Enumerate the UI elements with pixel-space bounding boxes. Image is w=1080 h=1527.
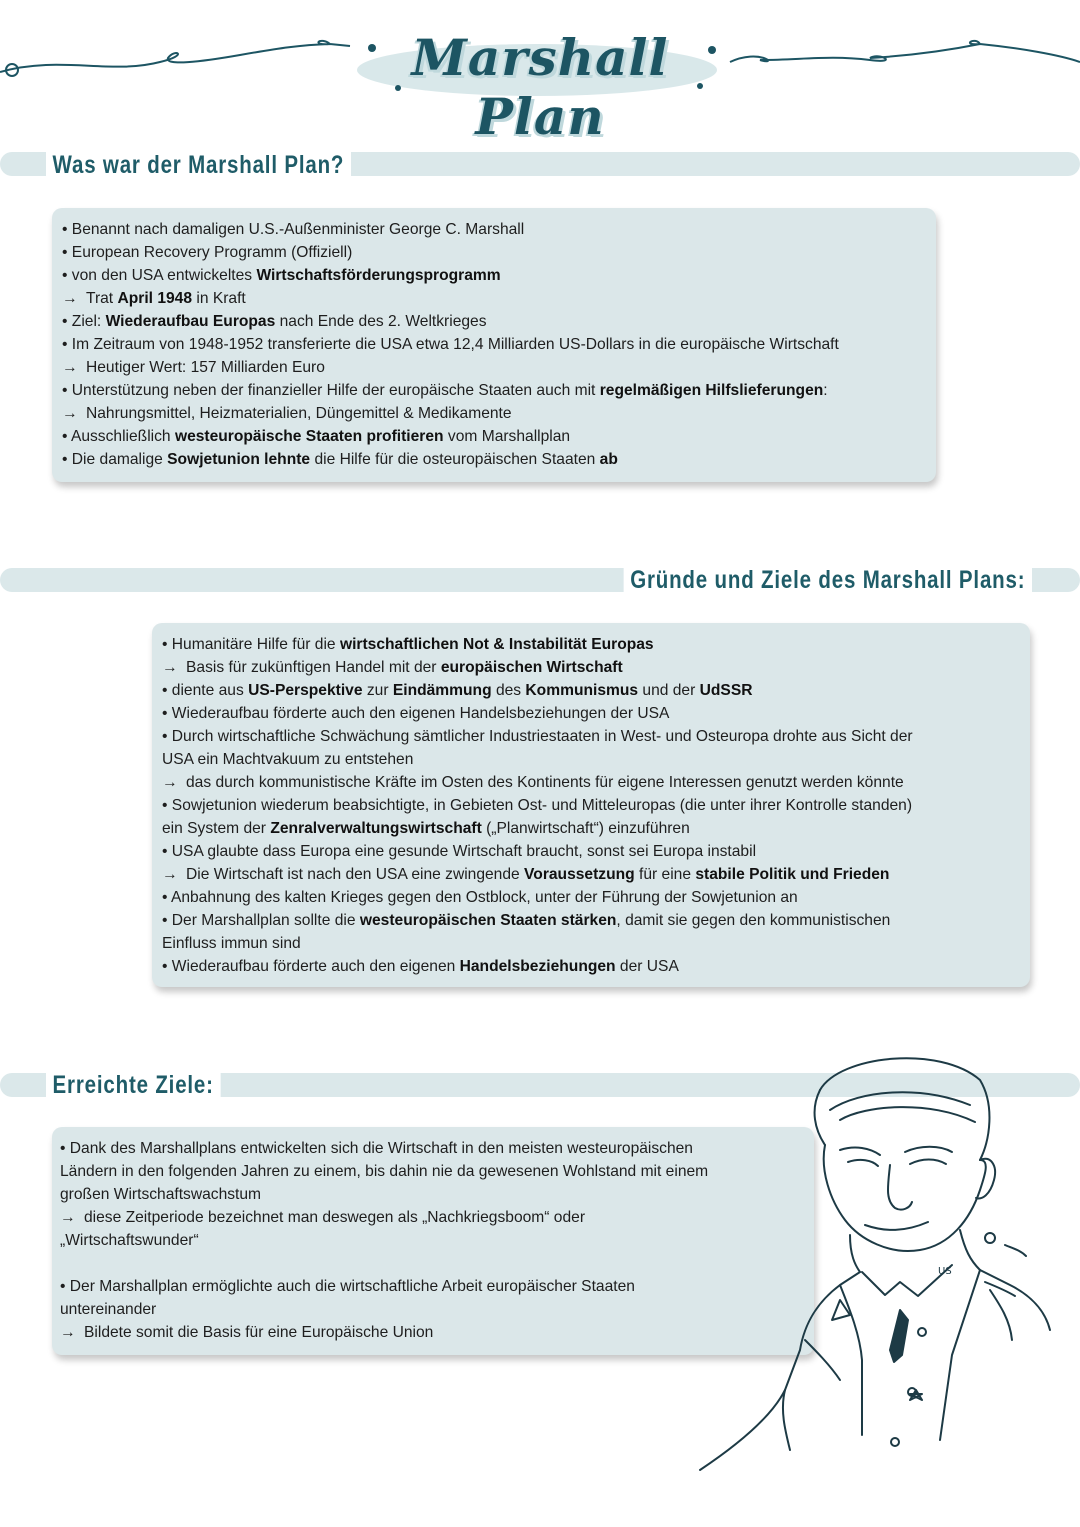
bullet-line: • Der Marshallplan sollte die westeuropäischen Staaten stärken, damit sie gegen den kommunistischen <box>162 912 891 929</box>
title-banner <box>0 0 1080 146</box>
arrow-right-icon: → <box>60 1324 76 1341</box>
bullet-line: USA ein Machtvakuum zu entstehen <box>162 751 414 768</box>
bullet-line: • Anbahnung des kalten Krieges gegen den Ostblock, unter der Führung der Sowjetunion an <box>162 889 798 906</box>
bullet-icon: • <box>62 267 72 284</box>
bullet-line: • Wiederaufbau förderte auch den eigenen Handelsbeziehungen der USA <box>162 958 679 975</box>
bullet-icon: • <box>162 636 172 653</box>
bullet-icon: • <box>62 336 72 353</box>
bullet-icon: • <box>162 958 172 975</box>
bullet-line: • Die damalige Sowjetunion lehnte die Hilfe für die osteuropäischen Staaten ab <box>62 451 618 468</box>
bullet-line: → Bildete somit die Basis für eine Europäische Union <box>60 1321 814 1344</box>
bullet-line: → Trat April 1948 in Kraft <box>62 287 936 310</box>
arrow-right-icon: → <box>60 1209 76 1226</box>
section-heading-achieved: Erreichte Ziele: <box>46 1070 220 1100</box>
bullet-icon: • <box>62 313 72 330</box>
bullet-line: • von den USA entwickeltes Wirtschaftsförderungsprogramm <box>62 267 501 284</box>
arrow-right-icon: → <box>162 774 178 791</box>
bullet-line: → diese Zeitperiode bezeichnet man deswegen als „Nachkriegsboom“ oder <box>60 1206 814 1229</box>
bullet-icon: • <box>60 1140 70 1157</box>
arrow-right-icon: → <box>62 405 78 422</box>
bullet-icon: • <box>62 221 72 238</box>
bullet-icon: • <box>162 705 172 722</box>
arrow-right-icon: → <box>62 359 78 376</box>
bullet-line: ein System der Zenralverwaltungswirtschaft („Planwirtschaft“) einzuführen <box>162 820 690 837</box>
bullet-icon: • <box>62 451 72 468</box>
bullet-icon: • <box>162 682 172 699</box>
bullet-line: Einfluss immun sind <box>162 935 301 952</box>
bullet-icon: • <box>162 843 172 860</box>
page-title: Marshall Plan <box>411 28 669 146</box>
bullet-line: → das durch kommunistische Kräfte im Osten des Kontinents für eigene Interessen genutzt werden könnte <box>162 771 1030 794</box>
bullet-line: • Humanitäre Hilfe für die wirtschaftlichen Not & Instabilität Europas <box>162 636 654 653</box>
bullet-icon: • <box>62 382 72 399</box>
bullet-line: • Ausschließlich westeuropäische Staaten profitieren vom Marshallplan <box>62 428 571 445</box>
bullet-line: → Die Wirtschaft ist nach den USA eine zwingende Voraussetzung für eine stabile Politik und Frieden <box>162 863 1030 886</box>
bullet-line: • European Recovery Programm (Offiziell) <box>62 244 353 261</box>
section-heading-what: Was war der Marshall Plan? <box>46 150 351 180</box>
bullet-icon: • <box>62 428 71 445</box>
bullet-line: → Heutiger Wert: 157 Milliarden Euro <box>62 356 936 379</box>
bullet-line: Ländern in den folgenden Jahren zu einem, bis dahin nie da gewesenen Wohlstand mit einem <box>60 1163 709 1180</box>
arrow-right-icon: → <box>162 866 178 883</box>
bullet-line: • Im Zeitraum von 1948-1952 transferierte die USA etwa 12,4 Milliarden US-Dollars in die europäische Wirtschaft <box>62 336 839 353</box>
arrow-right-icon: → <box>162 659 178 676</box>
portrait-illustration <box>690 1050 1060 1475</box>
insignia-label: US <box>938 1266 952 1277</box>
section-heading-reasons: Gründe und Ziele des Marshall Plans: <box>624 565 1032 595</box>
bullet-line: „Wirtschaftswunder“ <box>60 1232 199 1249</box>
bullet-line: • USA glaubte dass Europa eine gesunde Wirtschaft braucht, sonst sei Europa instabil <box>162 843 757 860</box>
bullet-icon: • <box>60 1278 70 1295</box>
bullet-line: • Dank des Marshallplans entwickelten sich die Wirtschaft in den meisten westeuropäischen <box>60 1140 693 1157</box>
bullet-line: großen Wirtschaftswachstum <box>60 1186 262 1203</box>
bullet-line: untereinander <box>60 1301 157 1318</box>
bullet-icon: • <box>162 797 172 814</box>
bullet-line: • diente aus US-Perspektive zur Eindämmung des Kommunismus und der UdSSR <box>162 682 753 699</box>
bullet-line: • Sowjetunion wiederum beabsichtigte, in Gebieten Ost- und Mitteleuropas (die unter ihrer Kontrolle standen) <box>162 797 913 814</box>
bullet-line: • Ziel: Wiederaufbau Europas nach Ende des 2. Weltkrieges <box>62 313 487 330</box>
bullet-line: • Benannt nach damaligen U.S.-Außenminister George C. Marshall <box>62 221 525 238</box>
info-box-what <box>52 208 936 482</box>
bullet-line: → Nahrungsmittel, Heizmaterialien, Düngemittel & Medikamente <box>62 402 936 425</box>
bullet-icon: • <box>62 244 72 261</box>
bullet-icon: • <box>162 889 171 906</box>
bullet-icon: • <box>162 912 172 929</box>
bullet-line: • Der Marshallplan ermöglichte auch die wirtschaftliche Arbeit europäischer Staaten <box>60 1278 635 1295</box>
info-box-reasons <box>152 623 1030 987</box>
bullet-line: → Basis für zukünftigen Handel mit der europäischen Wirtschaft <box>162 656 1030 679</box>
bullet-line: • Durch wirtschaftliche Schwächung sämtlicher Industriestaaten in West- und Osteuropa drohte aus Sicht der <box>162 728 913 745</box>
bullet-line: • Unterstützung neben der finanzieller Hilfe der europäische Staaten auch mit regelmäßigen Hilfslieferungen: <box>62 382 828 399</box>
arrow-right-icon: → <box>62 290 78 307</box>
bullet-line: • Wiederaufbau förderte auch den eigenen Handelsbeziehungen der USA <box>162 705 670 722</box>
bullet-icon: • <box>162 728 172 745</box>
